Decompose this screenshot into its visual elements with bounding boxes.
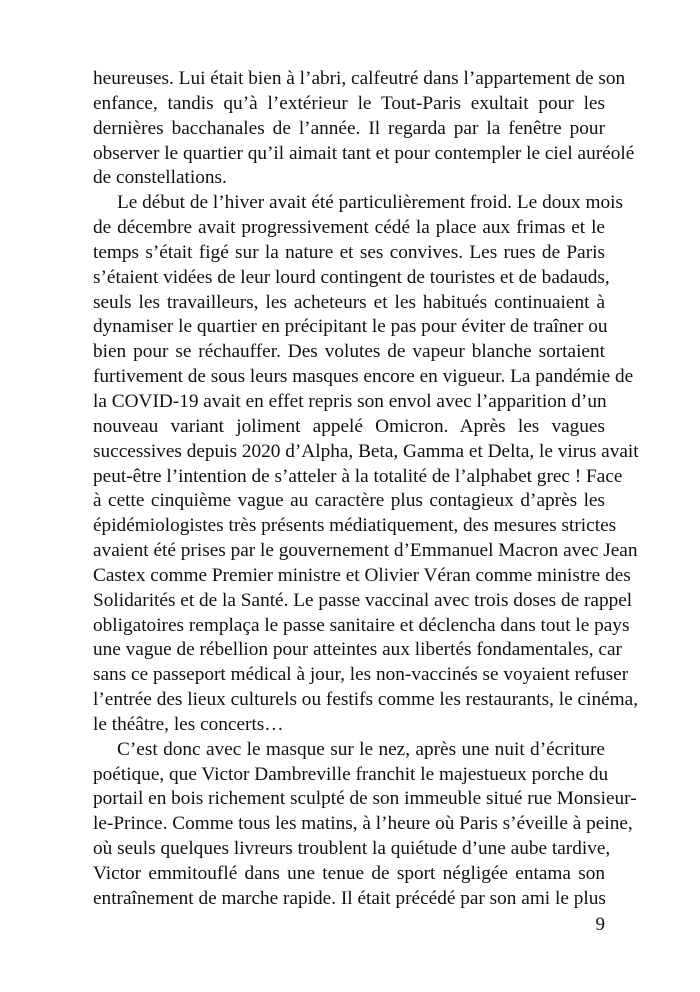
text-line: de décembre avait progressivement cédé la place aux frimas et le (93, 217, 605, 239)
text-line: poétique, que Victor Dambreville franchit le majestueux porche du (93, 763, 609, 785)
text-line: de constellations. (93, 167, 227, 189)
text-line: où seuls quelques livreurs troublent la quiétude d’une aube tardive, (93, 838, 611, 860)
text-line: successives depuis 2020 d’Alpha, Beta, Gamma et Delta, le virus avait (93, 440, 639, 462)
text-line: Victor emmitouflé dans une tenue de sport négligée entama son (93, 863, 605, 884)
text-line: avaient été prises par le gouvernement d’Emmanuel Macron avec Jean (93, 540, 638, 562)
text-line: C’est donc avec le masque sur le nez, après une nuit d’écriture (117, 738, 605, 760)
text-line: épidémiologistes très présents médiatiquement, des mesures strictes (93, 515, 617, 537)
text-line: furtivement de sous leurs masques encore en vigueur. La pandémie de (93, 366, 634, 388)
text-line: portail en bois richement sculpté de son immeuble situé rue Monsieur- (93, 788, 637, 810)
text-line: Castex comme Premier ministre et Olivier Véran comme ministre des (93, 564, 631, 586)
text-line: nouveau variant joliment appelé Omicron. Après les vagues (93, 415, 605, 437)
text-line: bien pour se réchauffer. Des volutes de vapeur blanche sortaient (93, 341, 605, 363)
text-line: l’entrée des lieux culturels ou festifs comme les restaurants, le cinéma, (93, 689, 639, 711)
text-line: temps s’était figé sur la nature et ses convives. Les rues de Paris (93, 241, 605, 263)
text-line: seuls les travailleurs, les acheteurs et les habitués continuaient à (93, 291, 605, 313)
text-line: observer le quartier qu’il aimait tant et pour contempler le ciel auréolé (93, 142, 635, 164)
text-line: une vague de rébellion pour atteintes aux libertés fondamentales, car (93, 639, 622, 661)
text-line: Solidarités et de la Santé. Le passe vaccinal avec trois doses de rappel (93, 589, 633, 611)
body-text (93, 67, 639, 912)
text-line: heureuses. Lui était bien à l’abri, calfeutré dans l’appartement de son (93, 68, 626, 89)
text-line: obligatoires remplaça le passe sanitaire et déclencha dans tout le pays (93, 614, 630, 636)
text-line: la COVID-19 avait en effet repris son envol avec l’apparition d’un (93, 390, 607, 412)
text-line: enfance, tandis qu’à l’extérieur le Tout-Paris exultait pour les (93, 92, 605, 114)
text-line: à cette cinquième vague au caractère plus contagieux d’après les (93, 490, 605, 512)
text-line: s’étaient vidées de leur lourd contingent de touristes et de badauds, (93, 266, 610, 288)
text-line: le théâtre, les concerts… (93, 713, 284, 735)
text-line: le-Prince. Comme tous les matins, à l’heure où Paris s’éveille à peine, (93, 813, 633, 835)
text-line: dernières bacchanales de l’année. Il regarda par la fenêtre pour (93, 117, 605, 139)
text-line: Le début de l’hiver avait été particulièrement froid. Le doux mois (117, 192, 623, 214)
page-number: 9 (595, 914, 605, 935)
text-line: sans ce passeport médical à jour, les non-vaccinés se voyaient refuser (93, 664, 629, 686)
text-line: entraînement de marche rapide. Il était précédé par son ami le plus (93, 887, 606, 909)
text-line: peut-être l’intention de s’atteler à la totalité de l’alphabet grec ! Face (93, 465, 623, 487)
text-line: dynamiser le quartier en précipitant le pas pour éviter de traîner ou (93, 316, 608, 338)
